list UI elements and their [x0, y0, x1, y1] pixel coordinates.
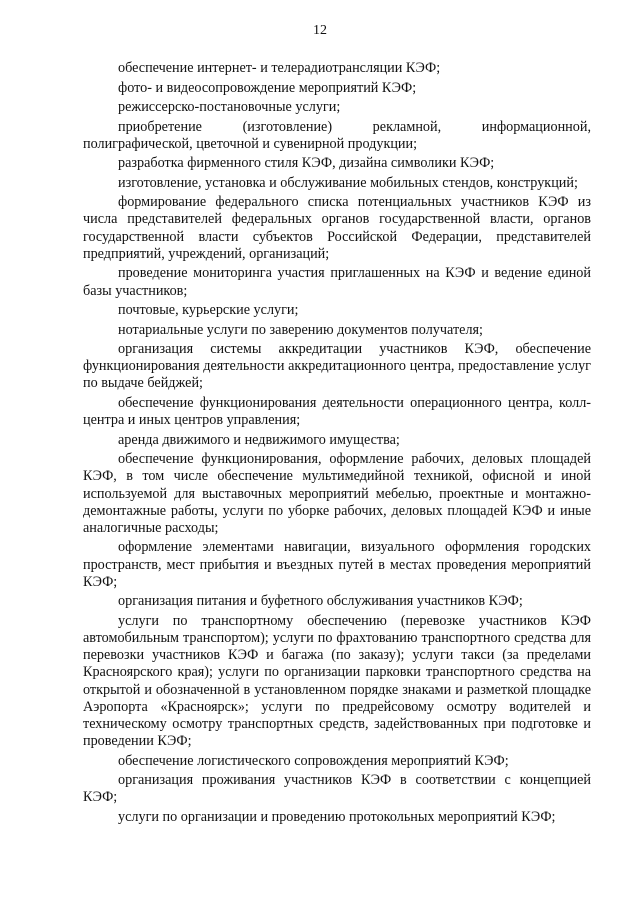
paragraph: проведение мониторинга участия приглашенных на КЭФ и ведение единой базы участников;: [83, 265, 591, 299]
paragraph: фото- и видеосопровождение мероприятий КЭФ;: [118, 79, 417, 96]
document-body: [83, 60, 591, 828]
paragraph: приобретение (изготовление) рекламной, информационной, полиграфической, цветочной и сувенирной продукции;: [83, 118, 591, 152]
paragraph: аренда движимого и недвижимого имущества;: [118, 431, 400, 448]
paragraph: обеспечение функционирования деятельности операционного центра, колл-центра и иных центров управления;: [83, 394, 591, 429]
paragraph: обеспечение интернет- и телерадиотрансляции КЭФ;: [118, 60, 441, 76]
paragraph: услуги по организации и проведению протокольных мероприятий КЭФ;: [118, 808, 556, 825]
paragraph: разработка фирменного стиля КЭФ, дизайна символики КЭФ;: [118, 155, 495, 172]
paragraph: изготовление, установка и обслуживание мобильных стендов, конструкций;: [118, 174, 578, 191]
page-number: 12: [313, 23, 327, 38]
paragraph: организация проживания участников КЭФ в соответствии с концепцией КЭФ;: [83, 772, 591, 806]
paragraph: режиссерско-постановочные услуги;: [118, 99, 341, 115]
paragraph: организация системы аккредитации участников КЭФ, обеспечение функционирования деятельности аккредитационного центра, предоставление услуг по выдаче бейджей;: [83, 341, 591, 392]
paragraph: оформление элементами навигации, визуального оформления городских пространств, мест прибытия и въездных путей в местах проведения мероприятий КЭФ;: [83, 539, 591, 590]
paragraph: организация питания и буфетного обслуживания участников КЭФ;: [118, 593, 523, 610]
paragraph: нотариальные услуги по заверению документов получателя;: [118, 321, 484, 338]
paragraph: почтовые, курьерские услуги;: [118, 302, 299, 319]
paragraph: обеспечение логистического сопровождения мероприятий КЭФ;: [118, 752, 509, 769]
paragraph: услуги по транспортному обеспечению (перевозке участников КЭФ автомобильным транспортом); услуги по фрахтованию транспортного средства для перевозки участников КЭФ и багажа (по заказу); услуги такси (за пределами Красноярского края); услуги по организации парковки транспортного средства на открытой и обозначенной в установленном порядке знаками и разметкой площадке Аэропорта «Красноярск»; услуги по предрейсовому осмотру водителей и техническому осмотру транспортных средств, задействованных при подготовке и проведении КЭФ;: [83, 612, 591, 750]
paragraph: формирование федерального списка потенциальных участников КЭФ из числа представителей федеральных органов государственной власти, органов государственной власти субъектов Российской Федерации, представителей предприятий, учреждений, организаций;: [83, 194, 591, 262]
paragraph: обеспечение функционирования, оформление рабочих, деловых площадей КЭФ, в том числе обеспечение мультимедийной техникой, офисной и иной используемой для выставочных мероприятий мебелью, проектные и монтажно-демонтажные работы, услуги по уборке рабочих, деловых площадей КЭФ и иные аналогичные расходы;: [83, 451, 591, 536]
